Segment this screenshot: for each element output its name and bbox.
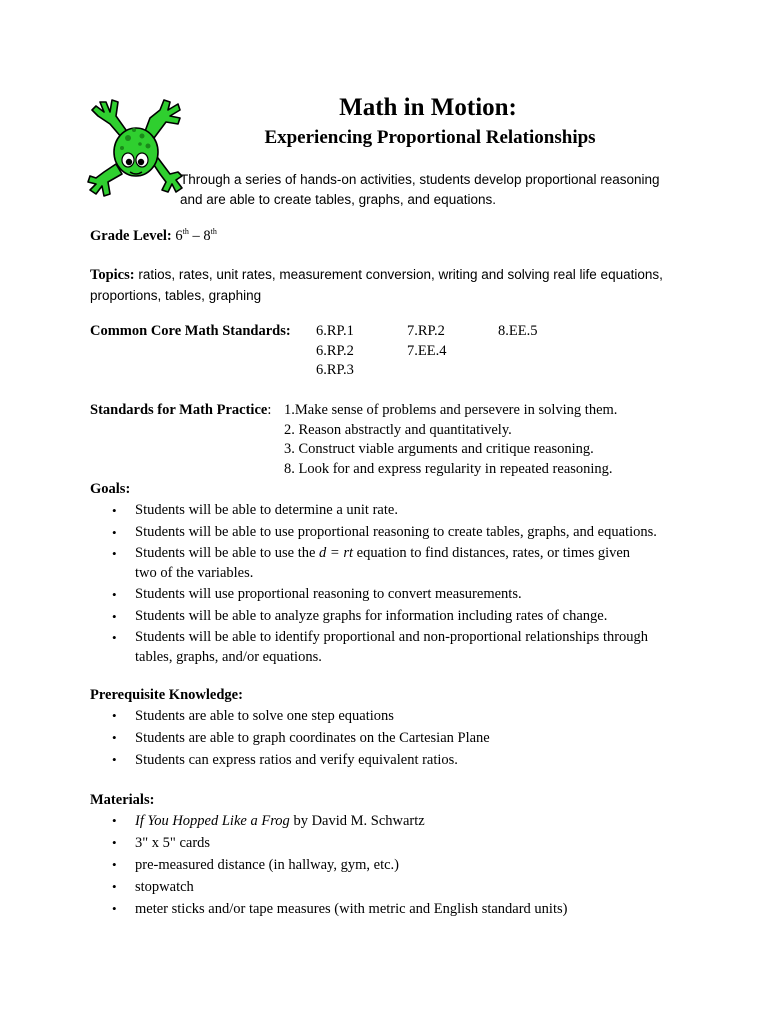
goal-text: Students will be able to use proportional reasoning to create tables, graphs, and equations. — [135, 523, 657, 540]
equation: d = rt — [319, 545, 354, 561]
grade-label: Grade Level: — [90, 228, 172, 244]
goal-text: Students will be able to identify proportional and non-proportional relationships through — [135, 629, 649, 645]
list-item — [90, 876, 567, 898]
goals-heading — [90, 480, 130, 500]
bullet-icon: • — [112, 587, 117, 602]
list-item — [90, 854, 567, 876]
prerequisite-text: Students are able to graph coordinates on the Cartesian Plane — [135, 730, 490, 746]
common-core-label — [90, 322, 291, 342]
standards-column-6 — [316, 322, 354, 381]
grade-to: 8 — [203, 228, 211, 244]
page-title: Math in Motion: — [339, 94, 517, 121]
intro-line-2: and are able to create tables, graphs, and equations. — [180, 191, 496, 207]
goals-label: Goals: — [90, 481, 131, 497]
grade-level — [90, 227, 217, 247]
book-author: by David M. Schwartz — [289, 813, 425, 829]
math-practice-list — [284, 401, 617, 479]
bullet-icon: • — [112, 608, 117, 624]
list-item — [90, 727, 490, 749]
material-text: meter sticks and/or tape measures (with metric and English standard units) — [135, 901, 568, 917]
topics-label: Topics: — [90, 267, 135, 283]
standard-item: 8.EE.5 — [498, 323, 538, 339]
bullet-icon: • — [112, 524, 117, 540]
standard-item: 7.EE.4 — [407, 342, 447, 359]
bullet-icon: • — [112, 730, 117, 745]
prerequisite-list — [90, 705, 490, 771]
list-item — [90, 501, 730, 521]
goal-text: Students will be able to use the — [135, 545, 316, 561]
goal-text: Students will use proportional reasoning to convert measurements. — [135, 586, 522, 602]
standard-item: 6.RP.2 — [316, 342, 354, 359]
practice-item: 3. Construct viable arguments and critique reasoning. — [284, 441, 594, 457]
bullet-icon: • — [112, 835, 117, 850]
bullet-icon: • — [112, 503, 117, 518]
list-item — [90, 705, 490, 727]
bullet-icon: • — [112, 879, 117, 894]
math-practice-label — [90, 401, 271, 421]
bullet-icon: • — [112, 630, 117, 645]
topics-line-2: proportions, tables, graphing — [90, 287, 262, 303]
math-practice-label-text: Standards for Math Practice — [90, 402, 268, 418]
materials-label: Materials: — [90, 792, 155, 808]
list-item — [90, 523, 730, 543]
goal-text: two of the variables. — [135, 564, 254, 581]
practice-item: 8. Look for and express regularity in repeated reasoning. — [284, 460, 613, 477]
practice-item: 2. Reason abstractly and quantitatively. — [284, 421, 512, 438]
list-item — [90, 832, 567, 854]
standard-item: 6.RP.3 — [316, 362, 354, 378]
grade-from-sup: th — [182, 227, 189, 236]
math-practice-colon: : — [267, 402, 272, 418]
bullet-icon: • — [112, 857, 117, 872]
goal-text: Students will be able to determine a unit rate. — [135, 502, 398, 518]
material-text: 3" x 5" cards — [135, 835, 211, 851]
book-title: If You Hopped Like a Frog — [135, 813, 290, 829]
list-item — [90, 749, 490, 771]
grade-from: 6 — [175, 228, 183, 244]
bullet-icon: • — [112, 708, 117, 723]
bullet-icon: • — [112, 546, 117, 561]
intro-line-1: Through a series of hands-on activities, students develop proportional reasoning — [180, 172, 660, 187]
material-text: stopwatch — [135, 879, 194, 895]
materials-heading — [90, 791, 154, 811]
practice-item: 1.Make sense of problems and persevere in solving them. — [284, 402, 618, 418]
bullet-icon: • — [112, 752, 117, 767]
goal-text: equation to find distances, rates, or times given — [353, 545, 631, 561]
prerequisite-label: Prerequisite Knowledge: — [90, 687, 243, 703]
materials-list — [90, 810, 567, 920]
topics-line-1: ratios, rates, unit rates, measurement conversion, writing and solving real life equations, — [134, 267, 663, 282]
grade-to-sup: th — [210, 227, 217, 236]
list-item — [90, 628, 730, 667]
grade-dash: – — [188, 228, 204, 244]
standards-column-8 — [498, 322, 537, 342]
bullet-icon: • — [112, 813, 117, 828]
intro-text — [180, 170, 660, 209]
prerequisite-heading — [90, 686, 243, 706]
bullet-icon: • — [112, 901, 117, 916]
goal-text: tables, graphs, and/or equations. — [135, 648, 322, 665]
prerequisite-text: Students are able to solve one step equations — [135, 708, 394, 724]
standard-item: 6.RP.1 — [316, 323, 354, 339]
standards-column-7 — [407, 322, 446, 361]
standard-item: 7.RP.2 — [407, 323, 445, 339]
topics — [90, 265, 663, 305]
material-text: pre-measured distance (in hallway, gym, etc.) — [135, 857, 399, 873]
list-item — [90, 544, 730, 583]
list-item — [90, 898, 567, 920]
list-item — [90, 607, 730, 627]
prerequisite-text: Students can express ratios and verify equivalent ratios. — [135, 752, 458, 768]
goal-text: Students will be able to analyze graphs for information including rates of change. — [135, 607, 608, 624]
common-core-label-text: Common Core Math Standards: — [90, 323, 291, 339]
goals-list — [90, 501, 730, 669]
list-item — [90, 585, 730, 605]
page-subtitle: Experiencing Proportional Relationships — [264, 127, 596, 148]
list-item — [90, 810, 567, 832]
